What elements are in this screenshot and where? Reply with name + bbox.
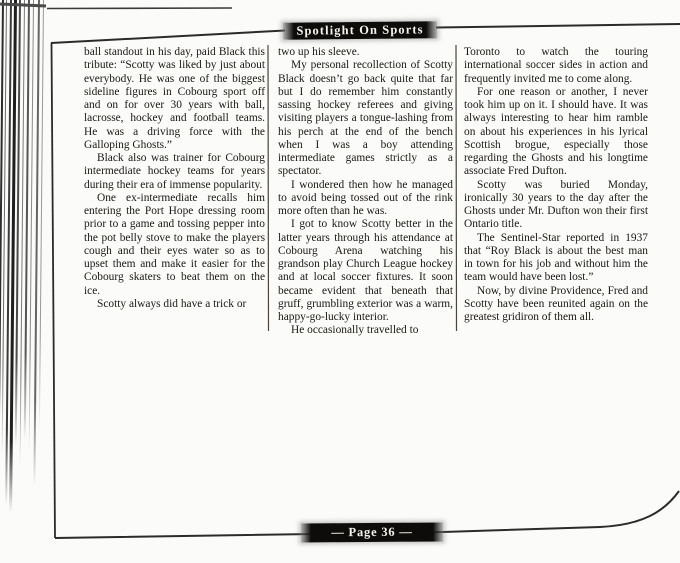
article-paragraph: Scotty always did have a trick or	[97, 297, 247, 310]
article-paragraph: One ex-intermediate recalls him entering the Port Hope dressing room prior to a game and tossing pepper into the pot belly stove to make the players cough and their eyes water so as to upset them and make it easier for the Cobourg skaters to beat them on the ice.	[84, 191, 265, 297]
footer-banner	[301, 523, 443, 543]
footer-banner-label: — Page 36 —	[331, 524, 413, 540]
article-paragraph: Scotty was buried Monday, ironically 30 years to the day after the Ghosts under Mr. Dufton won their first Ontario title.	[464, 178, 648, 231]
article-paragraph: For one reason or another, I never took him up on it. I should have. It was always interesting to hear him ramble on about his experiences in his lyrical Scottish brogue, especially those regarding the Ghosts and his longtime associate Fred Dufton.	[464, 85, 648, 178]
article-paragraph: My personal recollection of Scotty Black doesn’t go back quite that far but I do remember him constantly sassing hockey referees and giving visiting players a tongue-lashing from his perch at the end of the bench when I was a boy attending intermediate games strictly as a spectator.	[278, 59, 453, 178]
binding-top-smudge	[0, 4, 46, 6]
article-paragraph: ball standout in his day, paid Black this tribute: “Scotty was liked by just about everybody. He was one of the biggest sideline figures in Cobourg sport off and on for over 30 years with ball, lacrosse, hockey and football teams. He was a driving force with the Galloping Ghosts.”	[84, 46, 265, 151]
header-banner	[283, 21, 437, 40]
column-divider-2	[456, 45, 457, 331]
header-rule-left	[51, 31, 285, 44]
article-paragraph: Toronto to watch the touring international soccer sides in action and frequently invited me to come along.	[464, 46, 648, 85]
article-paragraph: I got to know Scotty better in the latter years through his attendance at Cobourg Arena watching his grandson play Church League hockey and at local soccer fixtures. It soon became evident that beneath that gruff, grumbling exterior was a warm, happy-go-lucky interior.	[278, 218, 453, 323]
article-column-3	[464, 46, 648, 324]
header-banner-label: Spotlight On Sports	[296, 22, 424, 38]
article-paragraph: He occasionally travelled to	[291, 324, 419, 337]
article-column-1	[84, 46, 265, 311]
page-top-edge-line	[47, 8, 232, 9]
article-paragraph: Black also was trainer for Cobourg intermediate hockey teams for years during their era of immense popularity.	[84, 152, 265, 191]
page-left-border	[52, 43, 56, 538]
article-paragraph: I wondered then how he managed to avoid being tossed out of the rink more often than he was.	[278, 178, 453, 217]
header-rule-right	[436, 24, 680, 28]
column-divider-1	[268, 45, 269, 331]
article-paragraph: Now, by divine Providence, Fred and Scotty have been reunited again on the greatest gridiron of them all.	[464, 284, 648, 323]
article-paragraph: The Sentinel-Star reported in 1937 that “Roy Black is about the best man in town for his job and without him the team would have been lost.”	[464, 231, 648, 284]
article-paragraph: two up his sleeve.	[278, 46, 360, 58]
article-column-2	[278, 46, 453, 338]
